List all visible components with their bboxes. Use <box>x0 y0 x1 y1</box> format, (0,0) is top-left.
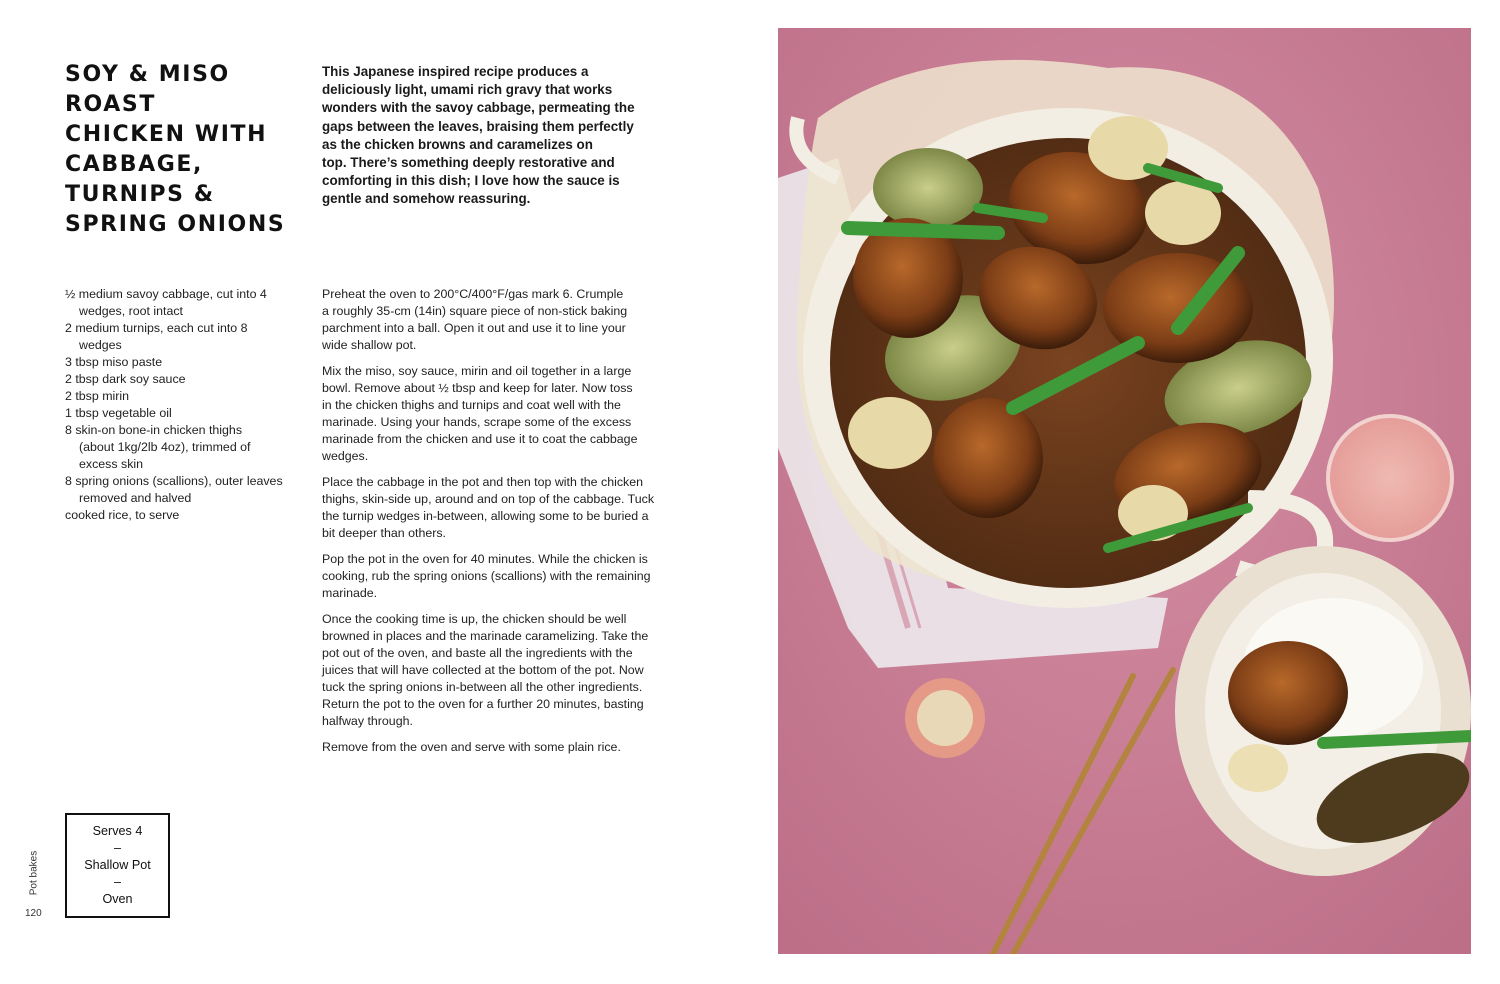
method-line: thighs, skin-side up, around and on top of the cabbage. Tuck <box>322 492 655 506</box>
ingredient-line: 2 medium turnips, each cut into 8 <box>65 321 248 335</box>
food-illustration <box>778 28 1471 954</box>
ingredient-item <box>65 388 305 405</box>
ingredient-line: wedges <box>79 338 122 352</box>
method-step <box>322 363 692 465</box>
ingredient-line: 3 tbsp miso paste <box>65 355 163 369</box>
method-line: Remove from the oven and serve with some plain rice. <box>322 740 621 754</box>
method-line: a roughly 35-cm (14in) square piece of non-stick baking <box>322 304 628 318</box>
ingredient-item <box>65 507 305 524</box>
intro-line: comforting in this dish; I love how the sauce is <box>322 173 620 189</box>
section-label: Pot bakes <box>28 850 40 896</box>
recipe-photo <box>778 28 1471 954</box>
ingredient-line: cooked rice, to serve <box>65 508 180 522</box>
method-line: Once the cooking time is up, the chicken should be well <box>322 612 627 626</box>
ingredient-item <box>65 354 305 371</box>
method-line: Return the pot to the oven for a further 20 minutes, basting <box>322 697 644 711</box>
ingredient-line: 2 tbsp mirin <box>65 389 130 403</box>
ingredient-line: excess skin <box>79 457 144 471</box>
title-line: CABBAGE, <box>65 152 203 177</box>
ingredient-list <box>65 286 305 524</box>
equipment-label: Shallow Pot <box>84 858 151 872</box>
recipe-title <box>65 60 305 240</box>
method-line: Place the cabbage in the pot and then top with the chicken <box>322 475 644 489</box>
method-step <box>322 611 692 730</box>
title-line: SPRING ONIONS <box>65 212 286 237</box>
ingredient-line: 2 tbsp dark soy sauce <box>65 372 186 386</box>
method-line: bit deeper than others. <box>322 526 446 540</box>
method-step <box>322 286 692 354</box>
method-line: in the chicken thighs and turnips and coat well with the <box>322 398 621 412</box>
method-line: Mix the miso, soy sauce, mirin and oil together in a large <box>322 364 632 378</box>
ingredient-item <box>65 422 305 473</box>
title-line: TURNIPS & <box>65 182 215 207</box>
ingredient-item <box>65 286 305 320</box>
method-line: Pop the pot in the oven for 40 minutes. While the chicken is <box>322 552 648 566</box>
method-line: pot out of the oven, and baste all the ingredients with the <box>322 646 633 660</box>
method-line: marinade from the chicken and use it to coat the cabbage <box>322 432 638 446</box>
intro-line: gaps between the leaves, braising them perfectly <box>322 118 634 134</box>
method-line: tuck the spring onions in-between all the other ingredients. <box>322 680 643 694</box>
ingredient-item <box>65 320 305 354</box>
info-divider: – <box>113 841 121 855</box>
title-line: SOY & MISO <box>65 62 230 87</box>
intro-line: This Japanese inspired recipe produces a <box>322 64 589 79</box>
method-steps <box>322 286 692 765</box>
method-line: bowl. Remove about ½ tbsp and keep for later. Now toss <box>322 381 633 395</box>
ingredient-line: 8 skin-on bone-in chicken thighs <box>65 423 243 437</box>
method-line: wide shallow pot. <box>322 338 417 352</box>
method-line: juices that will have collected at the bottom of the pot. Now <box>322 663 644 677</box>
method-line: wedges. <box>322 449 369 463</box>
intro-line: wonders with the savoy cabbage, permeating the <box>322 100 635 116</box>
intro-line: as the chicken browns and caramelizes on <box>322 136 593 152</box>
ingredient-line: 1 tbsp vegetable oil <box>65 406 172 420</box>
method-line: halfway through. <box>322 714 413 728</box>
method-step <box>322 739 692 756</box>
cooking-method-label: Oven <box>102 892 133 906</box>
info-divider: – <box>113 875 121 889</box>
method-line: cooking, rub the spring onions (scallions) with the remaining <box>322 569 651 583</box>
ingredient-item <box>65 405 305 422</box>
method-line: browned in places and the marinade caramelizing. Take the <box>322 629 649 643</box>
method-line: the turnip wedges in-between, allowing some to be buried a <box>322 509 649 523</box>
intro-line: deliciously light, umami rich gravy that works <box>322 82 613 98</box>
page-number: 120 <box>25 908 42 919</box>
recipe-intro <box>322 63 672 209</box>
ingredient-line: removed and halved <box>79 491 192 505</box>
method-line: parchment into a ball. Open it out and use it to line your <box>322 321 626 335</box>
recipe-info-box <box>65 813 170 918</box>
serves-label: Serves 4 <box>92 824 143 838</box>
intro-line: top. There’s something deeply restorative and <box>322 155 615 171</box>
method-line: marinade. <box>322 586 378 600</box>
ingredient-item <box>65 371 305 388</box>
method-line: marinade. Using your hands, scrape some of the excess <box>322 415 632 429</box>
intro-line: gentle and somehow reassuring. <box>322 191 531 207</box>
method-line: Preheat the oven to 200°C/400°F/gas mark 6. Crumple <box>322 287 624 301</box>
method-step <box>322 474 692 542</box>
ingredient-line: (about 1kg/2lb 4oz), trimmed of <box>79 440 251 454</box>
ingredient-line: 8 spring onions (scallions), outer leaves <box>65 474 283 488</box>
ingredient-line: wedges, root intact <box>79 304 184 318</box>
title-line: CHICKEN WITH <box>65 122 268 147</box>
ingredient-item <box>65 473 305 507</box>
ingredient-line: ½ medium savoy cabbage, cut into 4 <box>65 287 267 301</box>
method-step <box>322 551 692 602</box>
title-line: ROAST <box>65 92 156 117</box>
